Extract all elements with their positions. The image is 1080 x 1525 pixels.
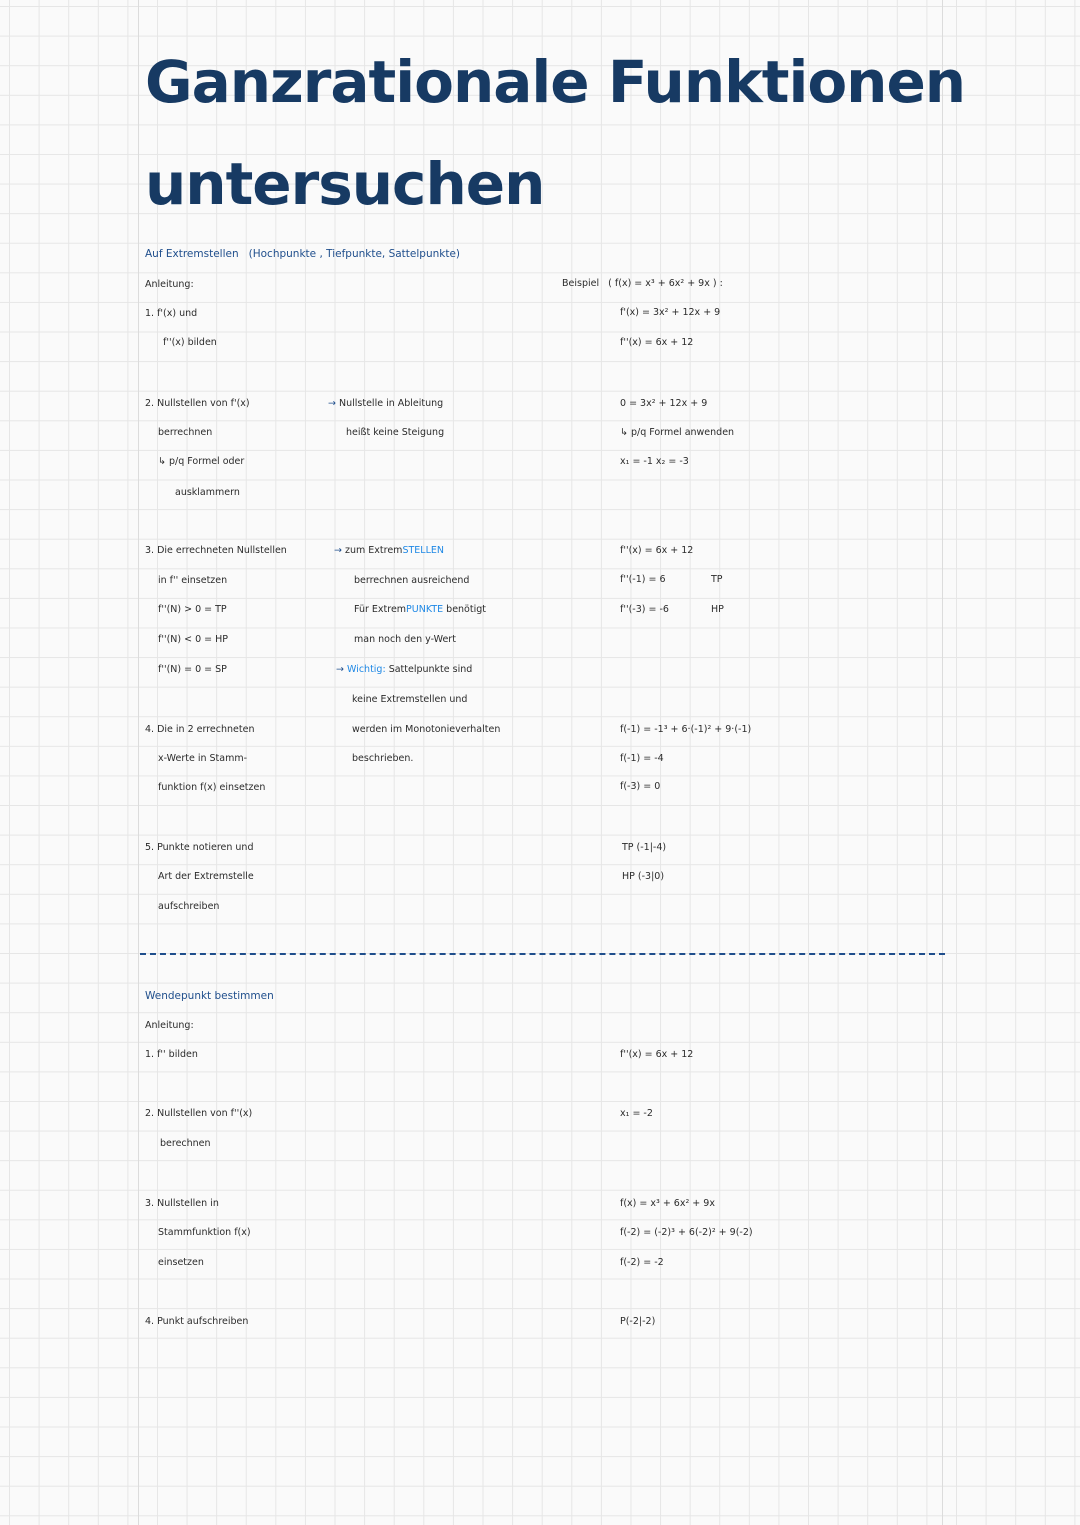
step-2a: 2. Nullstellen von f'(x) xyxy=(145,398,250,409)
example-line-2: f''(x) = 6x + 12 xyxy=(620,337,694,348)
step-3d: f''(N) < 0 = HP xyxy=(158,634,229,645)
note-3c: werden im Monotonieverhalten xyxy=(352,724,501,735)
wstep-3a: 3. Nullstellen in xyxy=(145,1198,219,1209)
arrow-icon: → xyxy=(336,664,344,675)
step-1a: 1. f'(x) und xyxy=(145,308,198,319)
step-1b: f''(x) bilden xyxy=(163,337,217,348)
example-line-10: f(-1) = -4 xyxy=(620,753,664,764)
note-2c-highlight: PUNKTE xyxy=(406,604,444,615)
example-line-13: HP (-3|0) xyxy=(622,871,665,882)
wexample-2: x₁ = -2 xyxy=(620,1108,653,1119)
note-2c xyxy=(354,604,486,615)
step-2c: ↳ p/q Formel oder xyxy=(158,456,245,467)
example-line-1: f'(x) = 3x² + 12x + 9 xyxy=(620,307,721,318)
anleitung-label: Anleitung: xyxy=(145,279,194,290)
note-2d: man noch den y-Wert xyxy=(354,634,456,645)
step-5a: 5. Punkte notieren und xyxy=(145,842,254,853)
step-4a: 4. Die in 2 errechneten xyxy=(145,724,255,735)
arrow-icon: → xyxy=(328,398,336,409)
note-3b: keine Extremstellen und xyxy=(352,694,468,705)
section-heading-extremstellen xyxy=(145,248,460,260)
section-heading-wendepunkt: Wendepunkt bestimmen xyxy=(145,990,274,1002)
step-4c: funktion f(x) einsetzen xyxy=(158,782,266,793)
wexample-4: f(-2) = (-2)³ + 6(-2)² + 9(-2) xyxy=(620,1227,753,1238)
note-2a xyxy=(334,545,444,556)
step-4b: x-Werte in Stamm- xyxy=(158,753,248,764)
example-line-8-type: HP xyxy=(711,604,724,615)
note-3d: beschrieben. xyxy=(352,753,414,764)
example-line-11: f(-3) = 0 xyxy=(620,781,661,792)
anleitung-label-2: Anleitung: xyxy=(145,1020,194,1031)
note-1a-text: Nullstelle in Ableitung xyxy=(339,398,444,409)
example-line-7: f''(-1) = 6 xyxy=(620,574,666,585)
note-1a xyxy=(328,398,443,409)
example-line-9: f(-1) = -1³ + 6·(-1)² + 9·(-1) xyxy=(620,724,752,735)
step-2d: ausklammern xyxy=(175,487,240,498)
note-3a-post: Sattelpunkte sind xyxy=(385,664,473,675)
example-function: ( f(x) = x³ + 6x² + 9x ) : xyxy=(608,278,723,289)
wstep-3c: einsetzen xyxy=(158,1257,204,1268)
section-divider xyxy=(140,953,945,955)
wexample-3: f(x) = x³ + 6x² + 9x xyxy=(620,1198,715,1209)
note-1b: heißt keine Steigung xyxy=(346,427,445,438)
right-margin-line xyxy=(942,0,943,1525)
wstep-4: 4. Punkt aufschreiben xyxy=(145,1316,249,1327)
note-3a-highlight: Wichtig: xyxy=(347,664,386,675)
example-line-12: TP (-1|-4) xyxy=(622,842,667,853)
step-3e: f''(N) = 0 = SP xyxy=(158,664,227,675)
note-2c-pre: Für Extrem xyxy=(354,604,407,615)
step-5c: aufschreiben xyxy=(158,901,220,912)
example-header xyxy=(562,278,723,289)
note-2b: berrechnen ausreichend xyxy=(354,575,470,586)
arrow-icon: → xyxy=(334,545,342,556)
wexample-1: f''(x) = 6x + 12 xyxy=(620,1049,694,1060)
example-line-6: f''(x) = 6x + 12 xyxy=(620,545,694,556)
note-2c-post: benötigt xyxy=(443,604,486,615)
wstep-2a: 2. Nullstellen von f''(x) xyxy=(145,1108,253,1119)
example-line-3: 0 = 3x² + 12x + 9 xyxy=(620,398,708,409)
page-title-line-2: untersuchen xyxy=(145,150,545,218)
wexample-5: f(-2) = -2 xyxy=(620,1257,664,1268)
section-heading-text: Auf Extremstellen xyxy=(145,248,239,260)
step-5b: Art der Extremstelle xyxy=(158,871,254,882)
note-2a-pre: zum Extrem xyxy=(345,545,403,556)
note-3a xyxy=(336,664,472,675)
example-line-4: ↳ p/q Formel anwenden xyxy=(620,427,735,438)
example-line-8: f''(-3) = -6 xyxy=(620,604,669,615)
section-heading-sub: (Hochpunkte , Tiefpunkte, Sattelpunkte) xyxy=(248,248,461,260)
example-line-5: x₁ = -1 x₂ = -3 xyxy=(620,456,689,467)
wexample-6: P(-2|-2) xyxy=(620,1316,656,1327)
wstep-3b: Stammfunktion f(x) xyxy=(158,1227,251,1238)
wstep-2b: berechnen xyxy=(160,1138,211,1149)
page-title-line-1: Ganzrationale Funktionen xyxy=(145,48,966,116)
step-3c: f''(N) > 0 = TP xyxy=(158,604,227,615)
step-3a: 3. Die errechneten Nullstellen xyxy=(145,545,287,556)
wstep-1: 1. f'' bilden xyxy=(145,1049,198,1060)
step-3b: in f'' einsetzen xyxy=(158,575,228,586)
note-2a-highlight: STELLEN xyxy=(402,545,444,556)
left-margin-line xyxy=(138,0,139,1525)
example-line-7-type: TP xyxy=(711,574,723,585)
example-label: Beispiel xyxy=(562,278,600,289)
step-2b: berrechnen xyxy=(158,427,213,438)
